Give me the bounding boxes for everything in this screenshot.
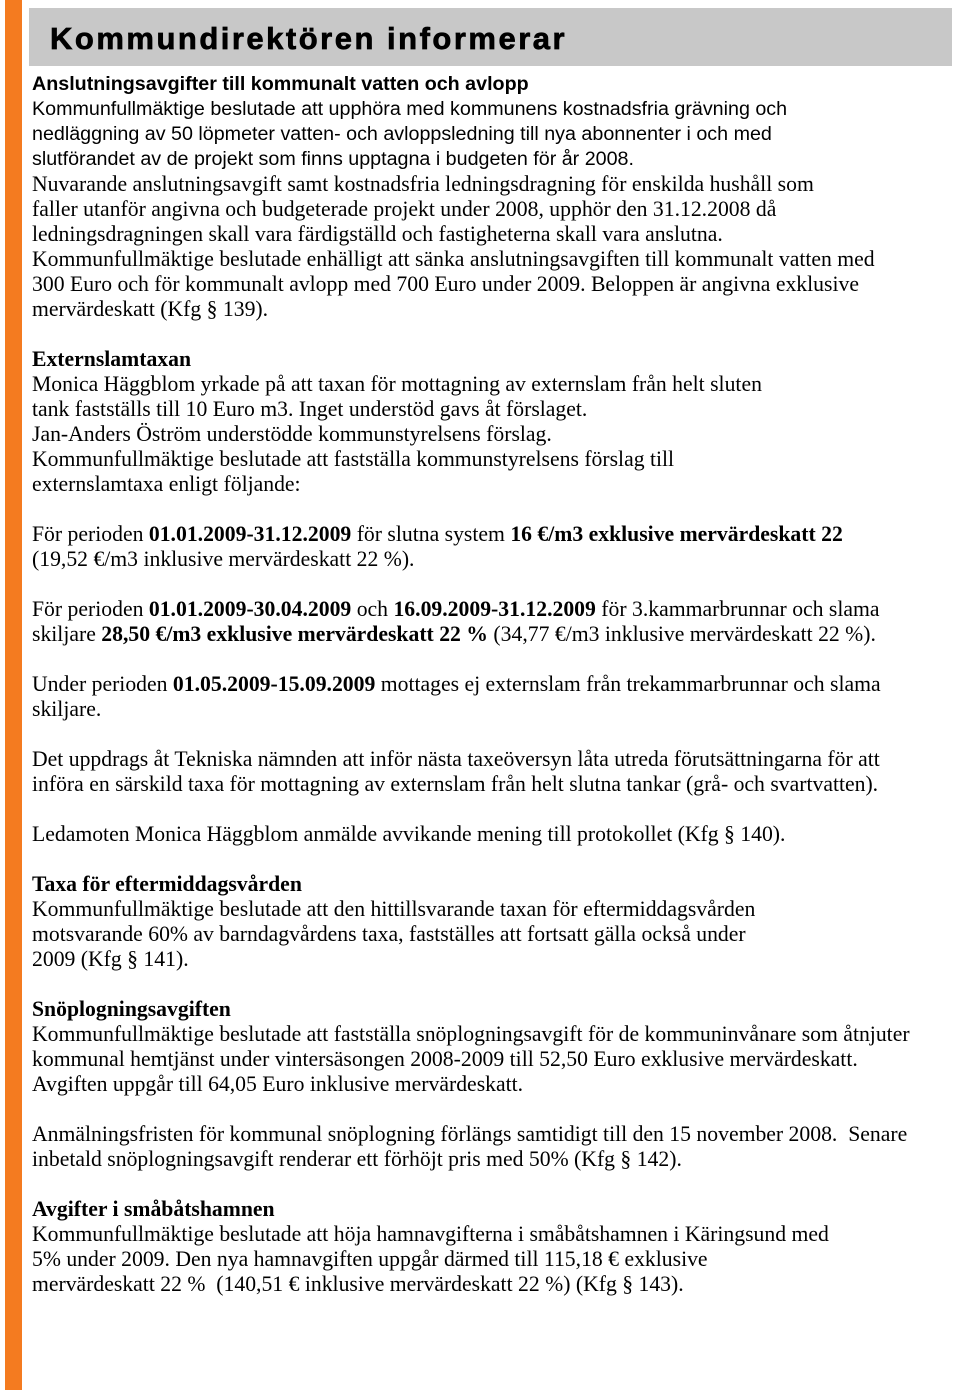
text-line: Monica Häggblom yrkade på att taxan för mottagning av externslam från helt sluten [32,372,762,396]
section-snoplogningsavgiften [32,997,952,1172]
text-line [32,622,952,647]
paragraph [32,822,952,847]
section-anslutningsavgifter [32,72,952,322]
text-line: skiljare. [32,697,102,721]
text-line [32,522,952,547]
text-line: Anmälningsfristen för kommunal snöplogning förlängs samtidigt till den 15 november 2008. Senare [32,1122,908,1146]
text-line: tank fastställs till 10 Euro m3. Inget understöd gavs åt förslaget. [32,397,588,421]
paragraph-tariff-septic-tanks [32,597,952,647]
text-line: mervärdeskatt (Kfg § 139). [32,297,269,321]
text-line: motsvarande 60% av barndagvårdens taxa, fastställes att fortsatt gälla också under [32,922,746,946]
paragraph [32,97,952,322]
text-segment: och [351,597,394,621]
orange-accent-bar [5,0,22,1390]
header-band [29,8,952,66]
section-heading: Externslamtaxan [32,347,192,371]
paragraph [32,372,952,497]
text-line: ledningsdragningen skall vara färdigställd och fastigheterna skall vara anslutna. [32,222,723,246]
text-line: Nuvarande anslutningsavgift samt kostnadsfria ledningsdragning för enskilda hushåll som [32,172,814,196]
section-heading: Anslutningsavgifter till kommunalt vatten och avlopp [32,73,529,95]
date-range: 01.01.2009-30.04.2009 [148,597,352,621]
text-segment: (34,77 €/m3 inklusive mervärdeskatt 22 %). [488,622,876,646]
paragraph [32,747,952,797]
tariff-amount: 28,50 €/m3 exklusive mervärdeskatt 22 % [101,622,488,646]
text-line: kommunal hemtjänst under vintersäsongen 2008-2009 till 52,50 Euro exklusive mervärdeskatt. [32,1047,858,1071]
text-line: 5% under 2009. Den nya hamnavgiften uppgår därmed till 115,18 € exklusive [32,1247,708,1271]
date-range: 01.05.2009-15.09.2009 [172,672,376,696]
text-line [32,672,952,697]
section-externslamtaxan [32,347,952,847]
text-line: införa en särskild taxa för mottagning av externslam från helt slutna tankar (grå- och svartvatten). [32,772,879,796]
section-smabatshamnen [32,1197,952,1297]
text-line: Kommunfullmäktige beslutade att fastställa kommunstyrelsens förslag till [32,447,675,471]
text-line: (19,52 €/m3 inklusive mervärdeskatt 22 %). [32,547,415,571]
section-heading: Taxa för eftermiddagsvården [32,872,302,896]
text-line: faller utanför angivna och budgeterade projekt under 2008, upphör den 31.12.2008 då [32,197,777,221]
text-line: Kommunfullmäktige beslutade enhälligt att sänka anslutningsavgiften till kommunalt vatten med [32,247,875,271]
paragraph [32,1222,952,1297]
text-segment: För perioden [32,597,149,621]
text-line: Kommunfullmäktige beslutade att upphöra med kommunens kostnadsfria grävning och [32,98,788,120]
paragraph [32,1022,952,1097]
text-line: Det uppdrags åt Tekniska nämnden att inför nästa taxeöversyn låta utreda förutsättningarna för att [32,747,880,771]
section-heading: Avgifter i småbåtshamnen [32,1197,275,1221]
text-line: mervärdeskatt 22 % (140,51 € inklusive mervärdeskatt 22 %) (Kfg § 143). [32,1272,684,1296]
text-segment: Under perioden [32,672,173,696]
text-line: Kommunfullmäktige beslutade att höja hamnavgifterna i småbåtshamnen i Käringsund med [32,1222,829,1246]
text-line: nedläggning av 50 löpmeter vatten- och avloppsledning till nya abonnenter i och med [32,123,772,145]
text-line: 2009 (Kfg § 141). [32,947,189,971]
paragraph-summer-period [32,672,952,722]
text-line: 300 Euro och för kommunalt avlopp med 700 Euro under 2009. Beloppen är angivna exklusive [32,272,859,296]
text-line: Ledamoten Monica Häggblom anmälde avvikande mening till protokollet (Kfg § 140). [32,822,786,846]
document-body [32,72,952,1297]
paragraph-tariff-closed-systems [32,522,952,572]
text-segment: För perioden [32,522,149,546]
text-line [32,597,952,622]
text-line: Kommunfullmäktige beslutade att den hittillsvarande taxan för eftermiddagsvården [32,897,756,921]
section-heading: Snöplogningsavgiften [32,997,231,1021]
text-line: externslamtaxa enligt följande: [32,472,301,496]
text-line: slutförandet av de projekt som finns upptagna i budgeten för år 2008. [32,148,634,170]
section-eftermiddagsvarden [32,872,952,972]
paragraph [32,897,952,972]
tariff-amount: 16 €/m3 exklusive mervärdeskatt 22 [510,522,843,546]
text-segment: för slutna system [351,522,511,546]
text-line: Avgiften uppgår till 64,05 Euro inklusive mervärdeskatt. [32,1072,524,1096]
text-line: Jan-Anders Öström understödde kommunstyrelsens förslag. [32,422,552,446]
text-segment: skiljare [32,622,102,646]
date-range: 16.09.2009-31.12.2009 [393,597,596,621]
text-line: Kommunfullmäktige beslutade att fastställa snöplogningsavgift för de kommuninvånare som åtnjuter [32,1022,910,1046]
text-segment: för 3.kammarbrunnar och slama [595,597,880,621]
paragraph [32,1122,952,1172]
page-title: Kommundirektören informerar [50,21,568,56]
text-segment: mottages ej externslam från trekammarbrunnar och slama [375,672,881,696]
text-line: inbetald snöplogningsavgift renderar ett förhöjt pris med 50% (Kfg § 142). [32,1147,682,1171]
date-range: 01.01.2009-31.12.2009 [148,522,352,546]
